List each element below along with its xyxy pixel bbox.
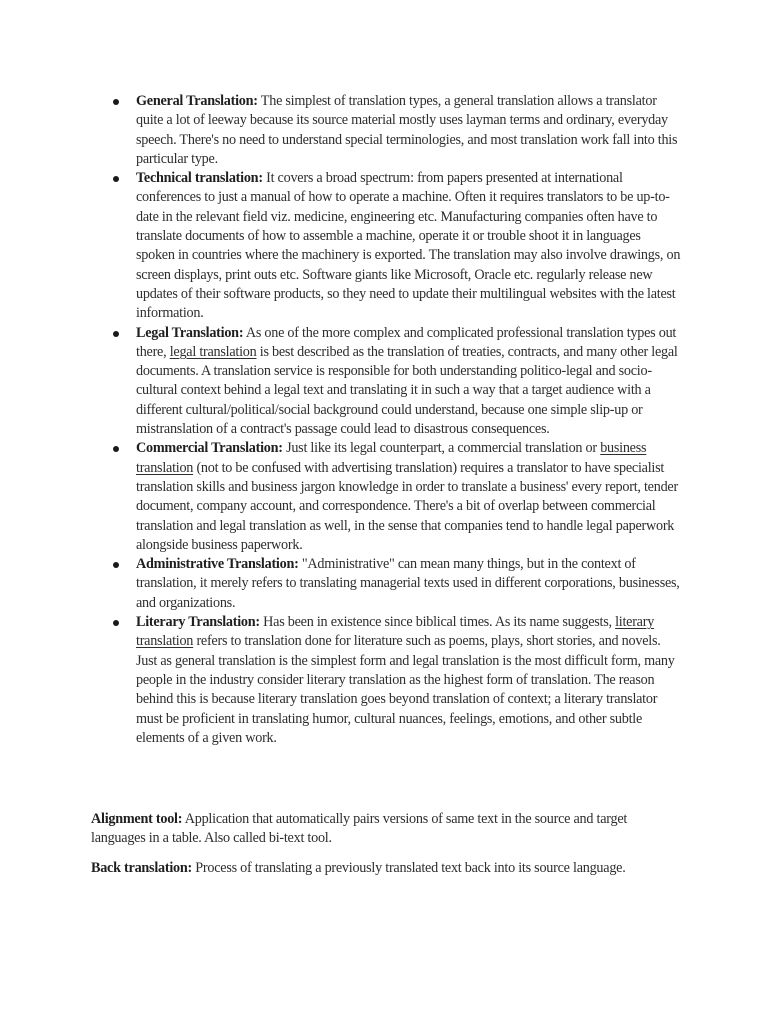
term-label: Literary Translation: [136,614,260,631]
term-label: Administrative Translation: [136,556,299,573]
definition-text: The simplest of translation types, a general translation allows a translator quite a lot of leeway because its source material mostly uses layman terms and ordinary, everyday speech. There's no need to understand special terminologies, and most translation work fall into this particular type. [136,93,678,167]
list-item-general-translation [110,92,682,169]
definition-text: (not to be confused with advertising translation) requires a translator to have specialist translation skills and business jargon knowledge in order to translate a business' every report, tender document, company account, and correspondence. There's a bit of overlap between commercial translation and legal translation as well, in the sense that companies tend to handle legal paperwork alongside business paperwork. [136,459,678,553]
list-item-technical-translation [110,169,682,323]
term-label: Technical translation: [136,170,263,187]
list-item-commercial-translation [110,439,682,555]
bullet-icon [113,620,119,626]
definition-text: "Administrative" can mean many things, but in the context of translation, it merely refers to translating managerial texts used in different corporations, businesses, and organizations. [136,556,680,611]
definition-text: Just like its legal counterpart, a commercial translation or [282,440,601,457]
list-item-administrative-translation [110,555,682,613]
glossary-entry-back-translation [91,859,683,878]
business-translation-link[interactable]: business translation [136,440,647,476]
definition-text: refers to translation done for literature such as poems, plays, short stories, and novels. Just as general translation is the simplest form and legal translation is the most difficult form, many people in the industry consider literary translation as the highest form of translation. The reason behind this is because literary translation goes beyond translation of context; a literary translator must be proficient in translating humor, cultural nuances, feelings, emotions, and other subtle elements of a given work. [136,633,675,746]
list-item-literary-translation [110,613,682,748]
term-label: Legal Translation: [136,324,244,341]
bullet-icon [113,331,119,337]
definition-text: As one of the more complex and complicated professional translation types out there, [136,324,677,360]
translation-types-list [110,92,682,748]
definition-text: is best described as the translation of treaties, contracts, and many other legal documents. A translation service is responsible for both understanding politico-legal and socio-cultural context behind a legal text and translating it in such a way that a target audience with a different cultural/political/social background could understand, because one simple slip-up or mistranslation of a contract's passage could lead to disastrous consequences. [136,343,678,438]
glossary-entry-alignment-tool [91,810,683,849]
legal-translation-link[interactable]: legal translation [169,343,257,360]
term-label: Back translation: [91,860,192,876]
definition-text: Process of translating a previously translated text back into its source language. [191,860,626,876]
literary-translation-link[interactable]: literary translation [136,614,655,650]
term-label: Alignment tool: [91,811,183,827]
bullet-icon [113,99,119,105]
definition-text: It covers a broad spectrum: from papers presented at international conferences to just a manual of how to operate a machine. Often it requires translators to be up-to-date in the relevant field viz. medicine, engineering etc. Manufacturing companies often have to translate documents of how to assemble a machine, operate it or trouble shoot it in languages spoken in countries where the machinery is exported. The translation may also involve drawings, on screen displays, print outs etc. Software giants like Microsoft, Oracle etc. regularly release new updates of their software products, so they need to update their multilingual websites with the latest information. [136,170,681,322]
term-label: Commercial Translation: [136,440,283,457]
definition-text: Has been in existence since biblical times. As its name suggests, [259,614,616,631]
definition-text: Application that automatically pairs versions of same text in the source and target languages in a table. Also called bi-text tool. [91,811,628,847]
term-label: General Translation: [136,93,258,109]
bullet-icon [113,176,119,182]
bullet-icon [113,446,119,452]
bullet-icon [113,562,119,568]
list-item-legal-translation [110,324,682,440]
